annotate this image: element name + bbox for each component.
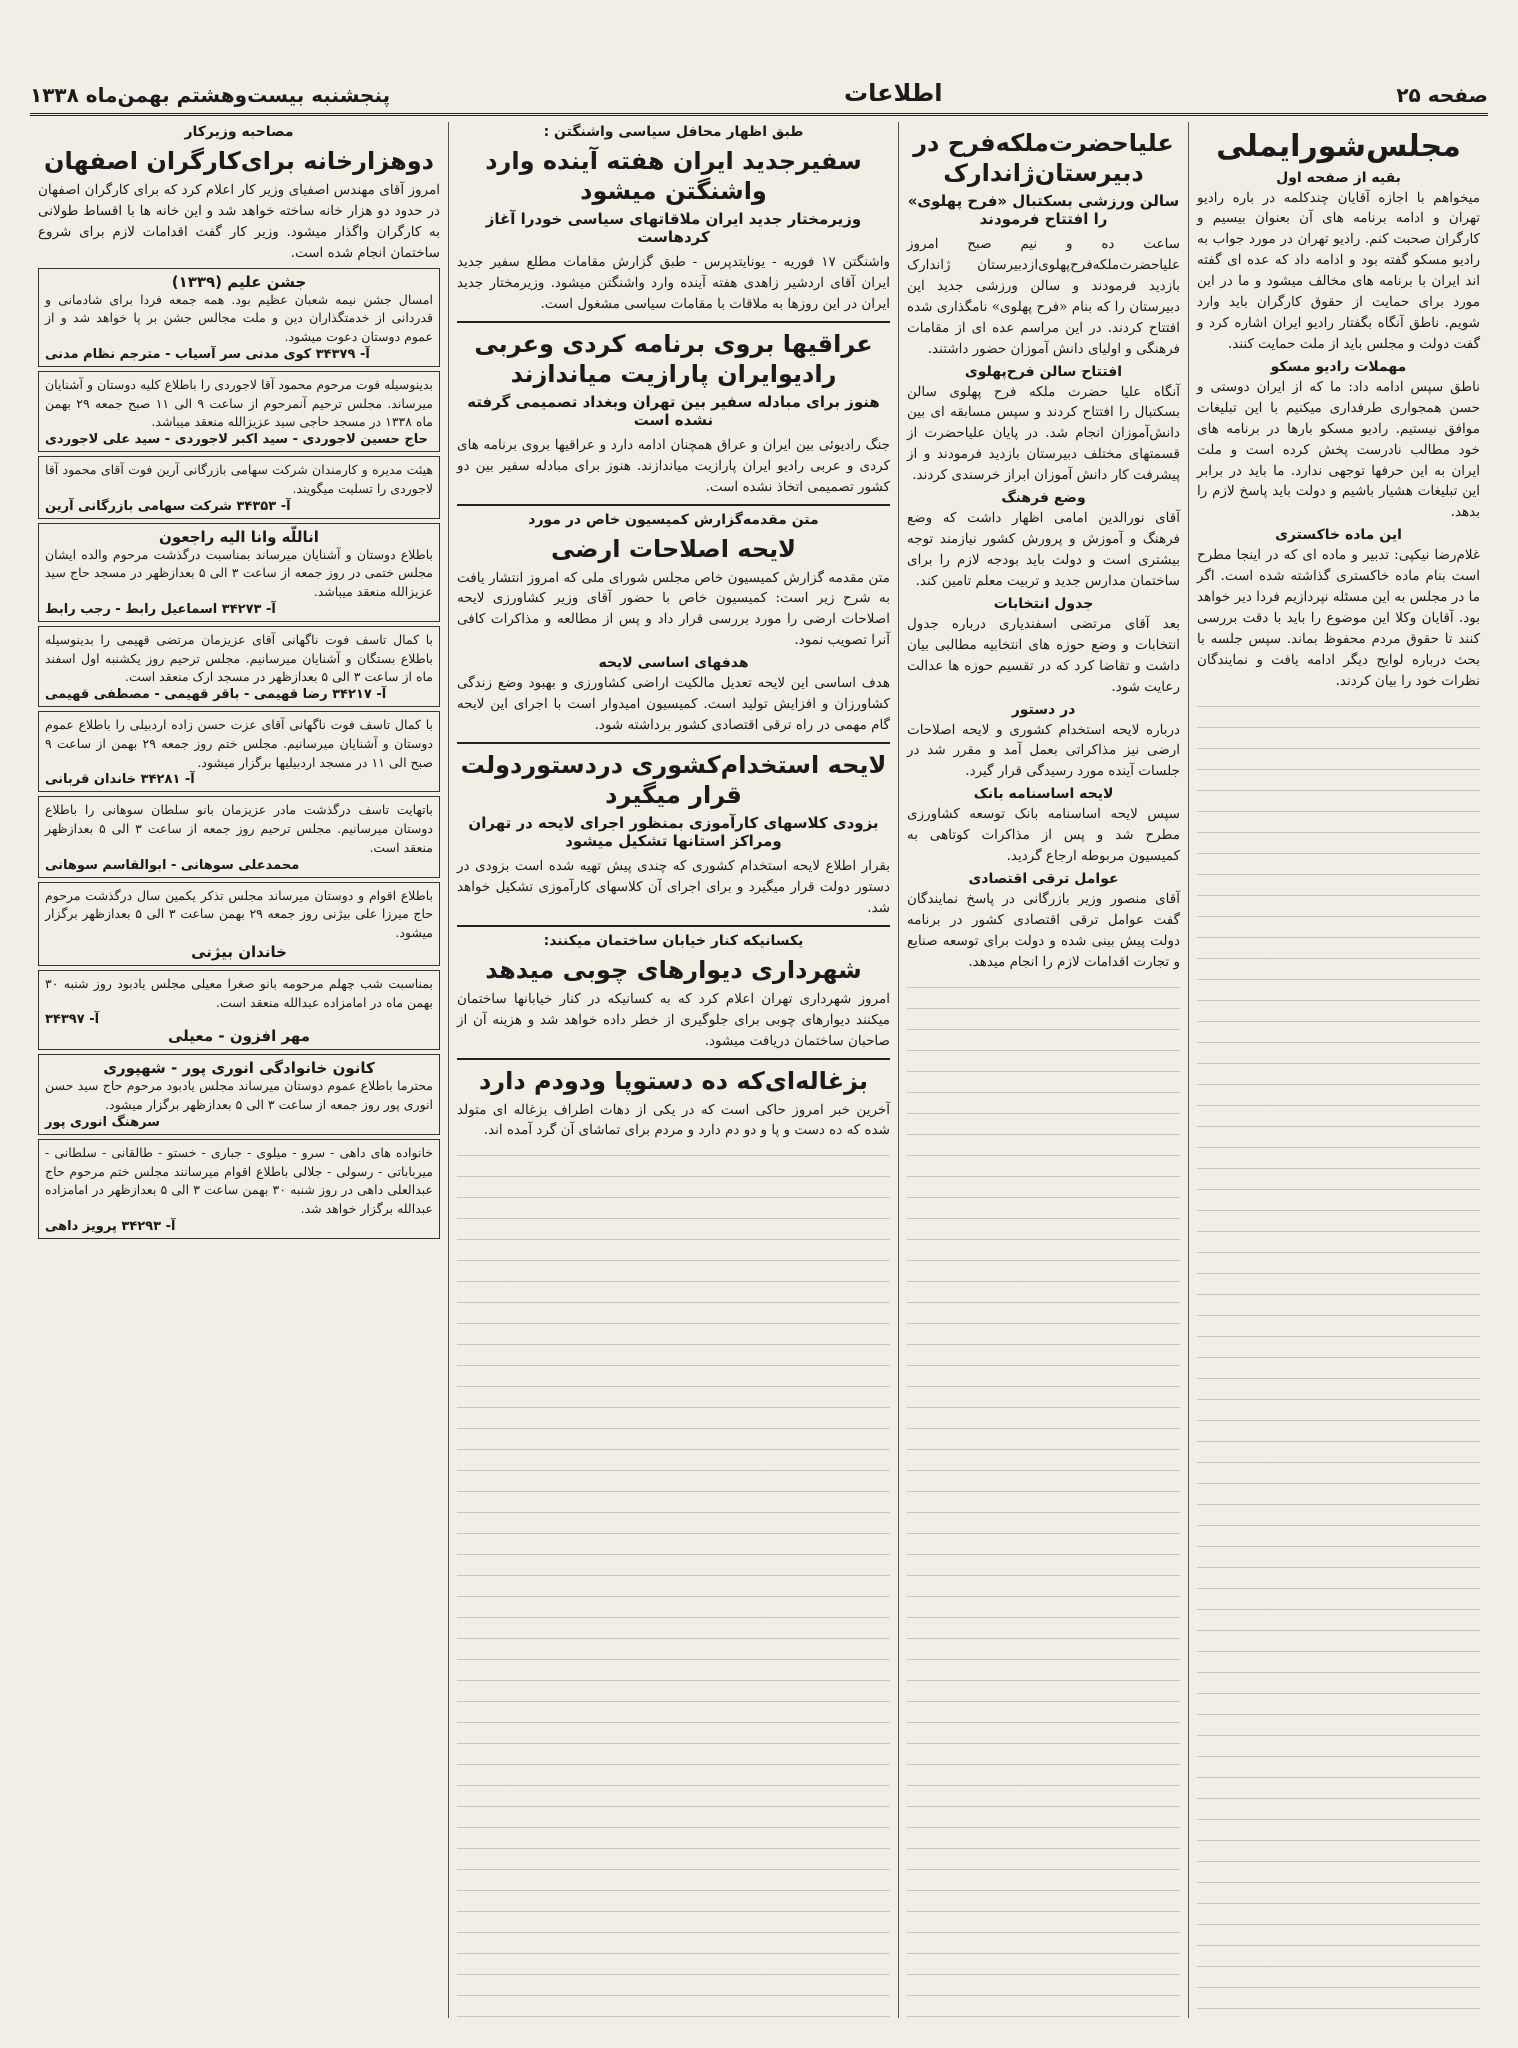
- notice-signature: آ- ۳۴۲۸۱ خاندان قربانی: [45, 772, 195, 788]
- article-kicker: متن مقدمه‌گزارش کمیسیون خاص در مورد: [528, 511, 819, 528]
- article-body: امروز شهرداری تهران اعلام کرد که به کسانیکه در کنار خیابانها ساختمان میکنند دیوارهای چوبی برای جلوگیری از خطر داده خواهد شد و هزینه آن از صاحبان ساختمان دریافت میشود.: [457, 990, 890, 1049]
- notice-body: امسال جشن نیمه شعبان عظیم بود. همه جمعه فردا برای شادمانی و قدردانی از خدمتگذاران دین و ملت مجالس جشن بر پا خواهد شد و از عموم دوستان دعوت میشود.: [45, 291, 433, 345]
- text-filler: [907, 977, 1180, 2018]
- notice-title: جشن علیم (۱۳۳۹): [171, 272, 307, 291]
- notice-signature: آ- ۳۴۲۹۳ پرویز داهی: [45, 1218, 176, 1234]
- notice-signature: حاج حسین لاجوردی - سید اکبر لاجوردی - سید علی لاجوردی: [45, 432, 429, 448]
- article-headline: مجلس‌شورایملی: [1216, 129, 1461, 164]
- article-headline: سفیرجدید ایران هفته آینده وارد واشنگتن میشود: [485, 147, 862, 205]
- notice-body: هیئت مدیره و کارمندان شرکت سهامی بازرگانی آرین فوت آقای محمود آقا لاجوردی را تسلیت میگویند.: [45, 462, 433, 496]
- article-body: واشنگتن ۱۷ فوریه - یونایتدپرس - طبق گزارش مقامات مطلع سفیر جدید ایران آقای اردشیر زاهدی هفته آینده وارد واشنگتن میشود. وزیرمختار جدید ایران در این روزها به ملاقات با مقامات سیاسی مشغول است.: [457, 254, 890, 312]
- notice-signature: آ- ۳۴۳۷۹ کوی مدنی سر آسیاب - مترجم نظام مدنی: [45, 346, 370, 362]
- continued-label: بقیه از صفحه اول: [1276, 169, 1401, 186]
- notice-box: [38, 970, 440, 1051]
- crosshead: در دستور: [1011, 701, 1076, 718]
- notice-signature: محمدعلی سوهانی - ابوالقاسم سوهانی: [45, 857, 300, 873]
- divider: [457, 504, 890, 506]
- article-headline: لایحه استخدام‌کشوری دردستوردولت قرار میگیرد: [460, 750, 887, 809]
- article-kicker: طبق اظهار محافل سیاسی واشنگتن :: [543, 124, 804, 140]
- notice-body: خانواده های داهی - سرو - میلوی - جباری - خستو - طالقانی - سلطانی - میرباباتی - رسولی - جلالی باطلاع اقوام میرسانند مجلس ختم مرحوم حاج عبدالعلی داهی در روز شنبه ۳۰ بهمن ساعت ۳ الی ۵ بعدازظهر در امامزاده عبدالله برگزار خواهد شد.: [45, 1144, 433, 1217]
- page-label: صفحه ۲۵: [1396, 83, 1488, 107]
- text-filler: [457, 1145, 890, 2018]
- article-body: سپس لایحه اساسنامه بانک توسعه کشاورزی مطرح شد و پس از مذاکرات کوتاهی به کمیسیون مربوطه ارجاع گردید.: [907, 806, 1180, 865]
- column-parliament: [1188, 122, 1488, 2018]
- notice-body: بمناسبت شب چهلم مرحومه بانو صغرا معیلی مجلس یادبود روز شنبه ۳۰ بهمن ماه در امامزاده عبدالله منعقد است.: [45, 975, 433, 1010]
- article-subheadline: سالن ورزشی بسکتبال «فرح پهلوی» را افتتاح فرمودند: [907, 192, 1180, 228]
- notice-box: [38, 882, 440, 966]
- notice-body: محترما باطلاع عموم دوستان میرساند مجلس یادبود مرحوم حاج سید حسن انوری پور روز جمعه از ساعت ۳ الی ۵ بعدازظهر برگزار میشود.: [45, 1078, 433, 1113]
- crosshead: عوامل ترقی اقتصادی: [968, 871, 1119, 888]
- article-body: غلام‌رضا نیکپی: تدبیر و ماده ای که در اینجا مطرح است بنام ماده خاکستری گذاشته شده است. اگر ما در مجلس به این مسئله نپردازیم فردا دیر خواهد بود. آقایان وکلا این موضوع را باید با دقت بررسی کنند تا حقوق مردم محفوظ بماند. سپس جلسه با بحث درباره لوایح دیگر ادامه یافت و نمایندگان نظرات خود را بیان کردند.: [1197, 547, 1480, 689]
- article-body: امروز آقای مهندس اصفیای وزیر کار اعلام کرد که برای کارگران اصفهان در حدود دو هزار خانه ساخته خواهد شد و این خانه ها با اقساط طولانی به کارگران واگذار میشود. وزیر کار گفت اقدامات لازم برای شروع ساختمان انجام شده است.: [38, 182, 440, 261]
- column-news: [448, 122, 898, 2018]
- article-body: میخواهم با اجازه آقایان چندکلمه در باره رادیو تهران و ادامه برنامه های آن بعنوان بیسیم و کارگران صحبت کنم. رادیو تهران در مورد جواب به رادیو مسکو گفته بود و ادامه داد که عده ای گفته اند ایران با برنامه های مخالف میشود و ما در این مورد برای حمایت از حقوق کارگران باید وارد شویم. ناطق آنگاه بگفتار رادیو ایران اشاره کرد و گفت دولت و مجلس باید از ملت حمایت کنند.: [1197, 189, 1480, 352]
- crosshead: هدفهای اساسی لایحه: [598, 655, 749, 672]
- article-headline: عراقیها بروی برنامه کردی وعربی رادیوایران پارازیت میاندازند: [474, 329, 873, 388]
- paper-name: اطلاعات: [843, 79, 943, 107]
- notice-box: [38, 523, 440, 622]
- article-kicker: مصاحبه وزیرکار: [184, 124, 294, 140]
- crosshead: جدول انتخابات: [993, 595, 1094, 612]
- article-body: آنگاه علیا حضرت ملکه فرح پهلوی سالن بسکتبال را افتتاح کردند و سپس مسابقه ای بین دانش‌آموزان انجام شد. در پایان علیاحضرت از قسمتهای مختلف دبیرستان بازدید فرمودند و از پیشرفت کار دانش آموزان ابراز خرسندی کردند.: [907, 383, 1180, 484]
- article-headline: بزغاله‌ای‌که ده دستو‌پا ودودم دارد: [478, 1066, 869, 1095]
- notice-body: با کمال تاسف فوت ناگهانی آقای عزت حسن زاده اردبیلی را باطلاع عموم دوستان و آشنایان میرسانیم. مجلس ختم روز جمعه ۲۹ بهمن از ساعت ۹ صبح الی ۱۱ در مسجد اردبیلیها برگزار میشود.: [45, 717, 433, 770]
- text-filler: [1197, 696, 1480, 2018]
- notice-box: [38, 371, 440, 452]
- crosshead: این ماده خاکستری: [1275, 527, 1402, 544]
- article-subheadline: بزودی کلاسهای کارآموزی بمنظور اجرای لایحه در تهران ومراکز استانها تشکیل میشود: [468, 813, 879, 850]
- notice-box: [38, 626, 440, 707]
- date-line: پنجشنبه بیست‌وهشتم بهمن‌ماه ۱۳۳۸: [30, 83, 391, 107]
- article-body: بعد آقای مرتضی اسفندیاری درباره جدول انتخابات و وضع حوزه های انتخابیه مطالبی بیان داشت و تقاضا کرد که در تقسیم حوزه ها عدالت رعایت شود.: [907, 615, 1180, 695]
- divider: [457, 925, 890, 927]
- notice-title: مهر افزون - معیلی: [167, 1027, 310, 1046]
- notice-box: [38, 268, 440, 367]
- article-headline: علیاحضرت‌ملکه‌فرح در دبیرستان‌ژاندارک: [913, 129, 1174, 187]
- article-body: آخرین خبر امروز حاکی است که در یکی از دهات اطراف بزغاله ای متولد شده که ده دست و پا و دو دم دارد و مردم برای تماشای آن گرد آمده اند.: [457, 1101, 890, 1139]
- article-body: درباره لایحه استخدام کشوری و لایحه اصلاحات ارضی نیز مذاکراتی بعمل آمد و مقرر شد در جلسات آینده مورد رسیدگی قرار گیرد.: [907, 721, 1180, 780]
- notice-signature: سرهنگ انوری پور: [45, 1114, 160, 1130]
- article-body: بقرار اطلاع لایحه استخدام کشوری که چندی پیش تهیه شده است بزودی در دستور دولت قرار میگیرد و برای اجرای آن کلاسهای کارآموزی تشکیل خواهد شد.: [457, 857, 890, 916]
- notice-box: [38, 711, 440, 792]
- notice-title: اناللّه وانا الیه راجعون: [159, 527, 319, 546]
- notice-box: [38, 1139, 440, 1239]
- notice-body: بدینوسیله فوت مرحوم محمود آقا لاجوردی را باطلاع کلیه دوستان و آشنایان میرساند. مجلس ترحیم آنمرحوم از ساعت ۹ الی ۱۱ صبح جمعه ۲۹ بهمن ماه ۱۳۳۸ در مسجد حاجی سید عزیزالله منعقد میباشد.: [45, 376, 433, 430]
- notice-signature: آ- ۳۴۲۱۷ رضا قهیمی - باقر قهیمی - مصطفی قهیمی: [45, 687, 387, 703]
- notice-body: با کمال تاسف فوت ناگهانی آقای عزیزمان مرتضی قهیمی را بدینوسیله باطلاع بستگان و آشنایان میرسانیم. مجلس ترحیم روز یکشنبه اول اسفند ماه از ساعت ۳ الی ۵ بعدازظهر در مسجد ارک منعقد است.: [45, 631, 433, 685]
- article-body: آقای منصور وزیر بازرگانی در پاسخ نمایندگان گفت عوامل ترقی اقتصادی کشور در برنامه دولت پیش بینی شده و دولت برای توسعه صنایع و تجارت اقدامات لازم را انجام میدهد.: [907, 891, 1180, 970]
- masthead: [30, 70, 1488, 116]
- notice-box: [38, 796, 440, 877]
- column-notices: [30, 122, 448, 2018]
- divider: [457, 321, 890, 323]
- crosshead: مهملات رادیو مسکو: [1270, 358, 1407, 375]
- article-headline: شهرداری دیوارهای چوبی میدهد: [485, 955, 862, 984]
- notice-signature: آ- ۳۴۳۵۳ شرکت سهامی بازرگانی آرین: [45, 498, 291, 514]
- divider: [457, 1058, 890, 1060]
- crosshead: لایحه اساسنامه بانک: [973, 786, 1114, 803]
- article-headline: دوهزارخانه برای‌کارگران اصفهان: [43, 147, 434, 175]
- notice-body: باطلاع دوستان و آشنایان میرساند بمناسبت درگذشت مرحوم والده ایشان مجلس ختمی در روز جمعه از ساعت ۳ الی ۵ بعدازظهر در مسجد حاج سید عزیزالله منعقد میباشد.: [45, 546, 434, 600]
- article-body: هدف اساسی این لایحه تعدیل مالکیت اراضی کشاورزی و بهبود وضع زندگی کشاورزان و افزایش تولید است. کمیسیون امیدوار است با اجرای این لایحه گام مهمی در راه ترقی اقتصادی کشور برداشته شود.: [457, 675, 890, 734]
- notice-title: خاندان بیژنی: [191, 942, 287, 961]
- newspaper-page: [30, 122, 1488, 2018]
- notice-body: باطلاع اقوام و دوستان میرساند مجلس تذکر یکمین سال درگذشت مرحوم حاج میرزا علی بیژنی روز جمعه ۲۹ بهمن ساعت ۳ الی ۵ بعدازظهر برگزار میشود.: [45, 887, 433, 941]
- divider: [457, 742, 890, 744]
- article-subheadline: وزیرمختار جدید ایران ملاقاتهای سیاسی خودرا آغاز کردهاست: [485, 210, 862, 246]
- notice-box: [38, 1054, 440, 1135]
- notice-signature: آ- ۳۴۳۹۷: [45, 1012, 100, 1028]
- notice-body: باتهایت تاسف درگذشت مادر عزیزمان بانو سلطان سوهانی را باطلاع دوستان میرسانیم. مجلس ترحیم روز جمعه از ساعت ۳ الی ۵ بعدازظهر منعقد است.: [45, 802, 433, 855]
- article-body: ناطق سپس ادامه داد: ما که از ایران دوستی و حسن همجواری طرفداری میکنیم با این تبلیغات موافق نیستیم. رادیو مسکو بارها در برنامه های خود مطالب نادرست پخش کرده است و ملت ایران به این حرفها توجهی ندارد. ما باید در برابر این تبلیغات هشیار باشیم و دولت باید پاسخ لازم را بدهد.: [1197, 378, 1480, 521]
- article-subheadline: هنوز برای مبادله سفیر بین تهران وبغداد تصمیمی گرفته نشده است: [467, 392, 880, 429]
- article-body: ساعت ده و نیم صبح امروز علیاحضرت‌ملکه‌فرح‌پهلوی‌ازدبیرستان ژاندارک بازدید فرمودند و سالن ورزشی جدید این دبیرستان را که بنام «فرح پهلوی» نامگذاری شده افتتاح کردند. در این مراسم عده ای از مقامات فرهنگی و اولیای دانش آموزان حضور داشتند.: [907, 236, 1180, 357]
- article-kicker: یکسانیکه کنار خیابان ساختمان میکنند:: [543, 932, 804, 949]
- article-body: جنگ رادیوئی بین ایران و عراق همچنان ادامه دارد و عراقیها بروی برنامه های کردی و عربی رادیو ایران پارازیت میاندازند. هنوز برای مبادله سفیر بین دو کشور تصمیمی اتخاذ نشده است.: [457, 436, 890, 495]
- notice-signature: آ- ۳۴۲۷۳ اسماعیل رابط - رجب رابط: [45, 601, 276, 617]
- crosshead: وضع فرهنگ: [1001, 490, 1086, 507]
- article-body: متن مقدمه گزارش کمیسیون خاص مجلس شورای ملی که امروز انتشار یافت به شرح زیر است: کمیسیون خاص با حضور آقای وزیر کشاورزی لایحه اصلاحات ارضی را مورد بررسی قرار داد و پس از مطالعه و مذاکرات کافی آنرا تصویب نمود.: [457, 569, 890, 649]
- crosshead: افتتاح سالن فرح‌پهلوی: [964, 363, 1123, 380]
- notice-box: [38, 456, 440, 519]
- article-headline: لایحه اصلاحات ارضی: [550, 534, 797, 563]
- notice-title: کانون خانوادگی انوری پور - شهپوری: [103, 1059, 375, 1078]
- column-queen-farah: [898, 122, 1188, 2018]
- article-body: آقای نورالدین امامی اظهار داشت که وضع فرهنگ و آموزش و پرورش کشور نیازمند توجه بیشتری است و دولت باید بودجه لازم را برای ساختمان مدارس جدید و تربیت معلم تامین کند.: [907, 510, 1180, 589]
